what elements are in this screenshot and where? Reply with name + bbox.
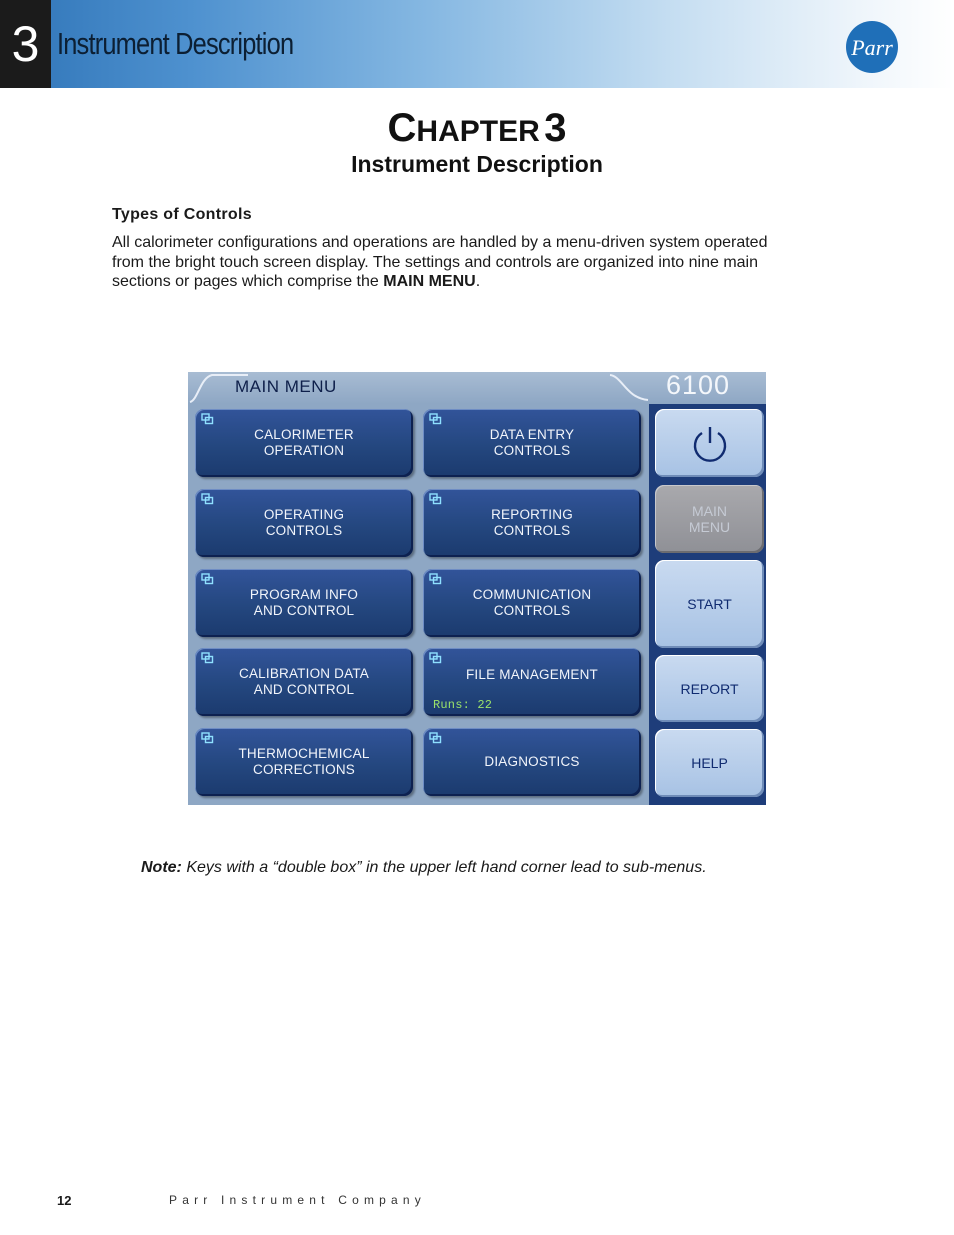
main-menu-button[interactable]: MAIN MENU [655,485,764,553]
page-number: 12 [57,1193,72,1208]
program-info-and-control-button[interactable]: PROGRAM INFO AND CONTROL [195,569,413,637]
start-button[interactable]: START [655,560,764,648]
chapter-heading: CHAPTER 3 [387,106,567,150]
note: Note: Keys with a “double box” in the upper left hand corner lead to sub-menus. [141,859,707,876]
diagnostics-button[interactable]: DIAGNOSTICS [423,728,641,796]
double-box-icon [201,732,214,744]
chapter-number-box [0,0,51,88]
section-title: Types of Controls [112,206,252,223]
double-box-icon [429,573,442,585]
touch-screen [188,372,766,805]
parr-logo [845,20,899,74]
title-bar-swoosh-right [608,372,668,404]
double-box-icon [201,493,214,505]
footer-company: Parr Instrument Company [169,1193,426,1207]
note-label: Note: [141,859,182,876]
report-button[interactable]: REPORT [655,655,764,722]
reporting-controls-button[interactable]: REPORTING CONTROLS [423,489,641,557]
data-entry-controls-button[interactable]: DATA ENTRY CONTROLS [423,409,641,477]
power-icon [690,423,730,463]
double-box-icon [429,493,442,505]
svg-text:Parr: Parr [851,35,893,60]
double-box-icon [429,413,442,425]
header-title: Instrument Description [57,26,294,61]
model-number: 6100 [666,372,731,400]
operating-controls-button[interactable]: OPERATING CONTROLS [195,489,413,557]
double-box-icon [201,413,214,425]
runs-counter: Runs: 22 [433,698,493,712]
calibration-data-and-control-button[interactable]: CALIBRATION DATA AND CONTROL [195,648,413,716]
screen-title-bar [188,372,766,404]
double-box-icon [201,652,214,664]
file-management-button[interactable]: FILE MANAGEMENT Runs: 22 [423,648,641,716]
screen-title: MAIN MENU [235,377,337,396]
help-button[interactable]: HELP [655,729,764,797]
calorimeter-operation-button[interactable]: CALORIMETER OPERATION [195,409,413,477]
thermochemical-corrections-button[interactable]: THERMOCHEMICAL CORRECTIONS [195,728,413,796]
power-button[interactable] [655,409,764,477]
intro-paragraph: All calorimeter configurations and operations are handled by a menu-driven system operated from the bright touch screen display. The settings and controls are organized into nine main sections or pages which comprise the MAIN MENU. [112,234,768,290]
chapter-subtitle: Instrument Description [351,151,603,177]
double-box-icon [429,732,442,744]
double-box-icon [429,652,442,664]
double-box-icon [201,573,214,585]
chapter-number: 3 [11,16,40,72]
communication-controls-button[interactable]: COMMUNICATION CONTROLS [423,569,641,637]
